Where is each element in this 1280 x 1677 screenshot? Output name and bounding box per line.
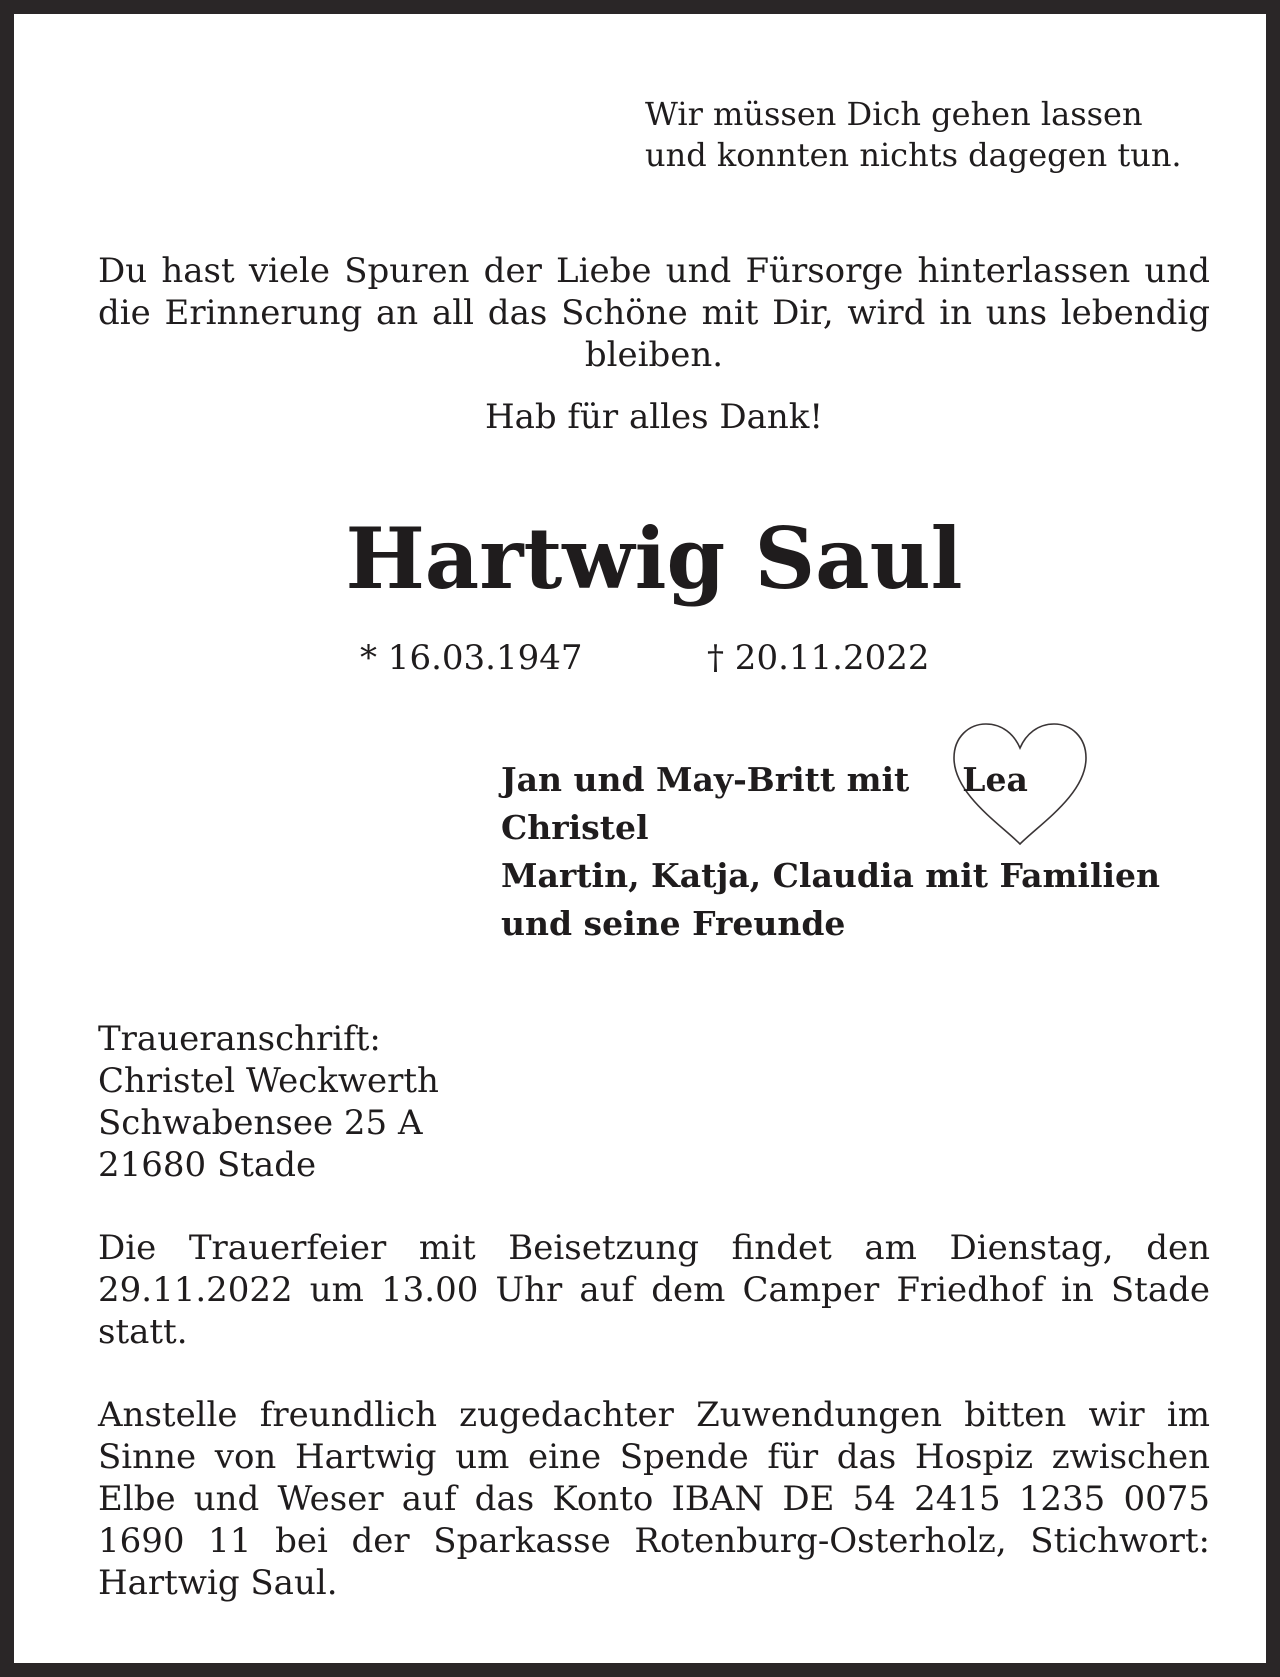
- address-label: Traueranschrift:: [98, 1019, 381, 1059]
- death-date: † 20.11.2022: [707, 638, 930, 678]
- intro-text: Du hast viele Spuren der Liebe und Fürsorge hinterlassen und die Erinnerung an all das Schöne mit Dir, wird in uns lebendig bleiben.: [98, 251, 1210, 375]
- address-city: 21680 Stade: [98, 1145, 317, 1185]
- motto: [645, 94, 1205, 176]
- thanks-text: Hab für alles Dank!: [484, 397, 824, 437]
- motto-line-2: und konnten nichts dagegen tun.: [645, 136, 1182, 174]
- address-street: Schwabensee 25 A: [98, 1103, 423, 1143]
- family-signature: [501, 756, 1221, 948]
- donation-notice: Anstelle freundlich zugedachter Zuwendungen bitten wir im Sinne von Hartwig um eine Spende für das Hospiz zwischen Elbe und Weser auf das Konto IBAN DE 54 2415 1235 0075 1690 11 bei der Sparkasse Rotenburg-Osterholz, Stichwort: Hartwig Saul.: [98, 1395, 1210, 1603]
- family-line-1-text: Jan und May-Britt mit: [501, 760, 910, 799]
- family-line-3: Martin, Katja, Claudia mit Familien: [501, 856, 1161, 895]
- funeral-notice: Die Trauerfeier mit Beisetzung findet am Dienstag, den 29.11.2022 um 13.00 Uhr auf dem Camper Friedhof in Stade statt.: [98, 1228, 1210, 1352]
- family-line-4: und seine Freunde: [501, 904, 846, 943]
- motto-line-1: Wir müssen Dich gehen lassen: [645, 95, 1143, 133]
- deceased-name: Hartwig Saul: [345, 509, 963, 608]
- family-line-1: [501, 756, 1221, 804]
- mourning-address: [98, 1018, 1210, 1186]
- address-name: Christel Weckwerth: [98, 1061, 439, 1101]
- family-line-2: Christel: [501, 808, 649, 847]
- birth-date: * 16.03.1947: [360, 638, 583, 678]
- heart-name: Lea: [962, 760, 1028, 799]
